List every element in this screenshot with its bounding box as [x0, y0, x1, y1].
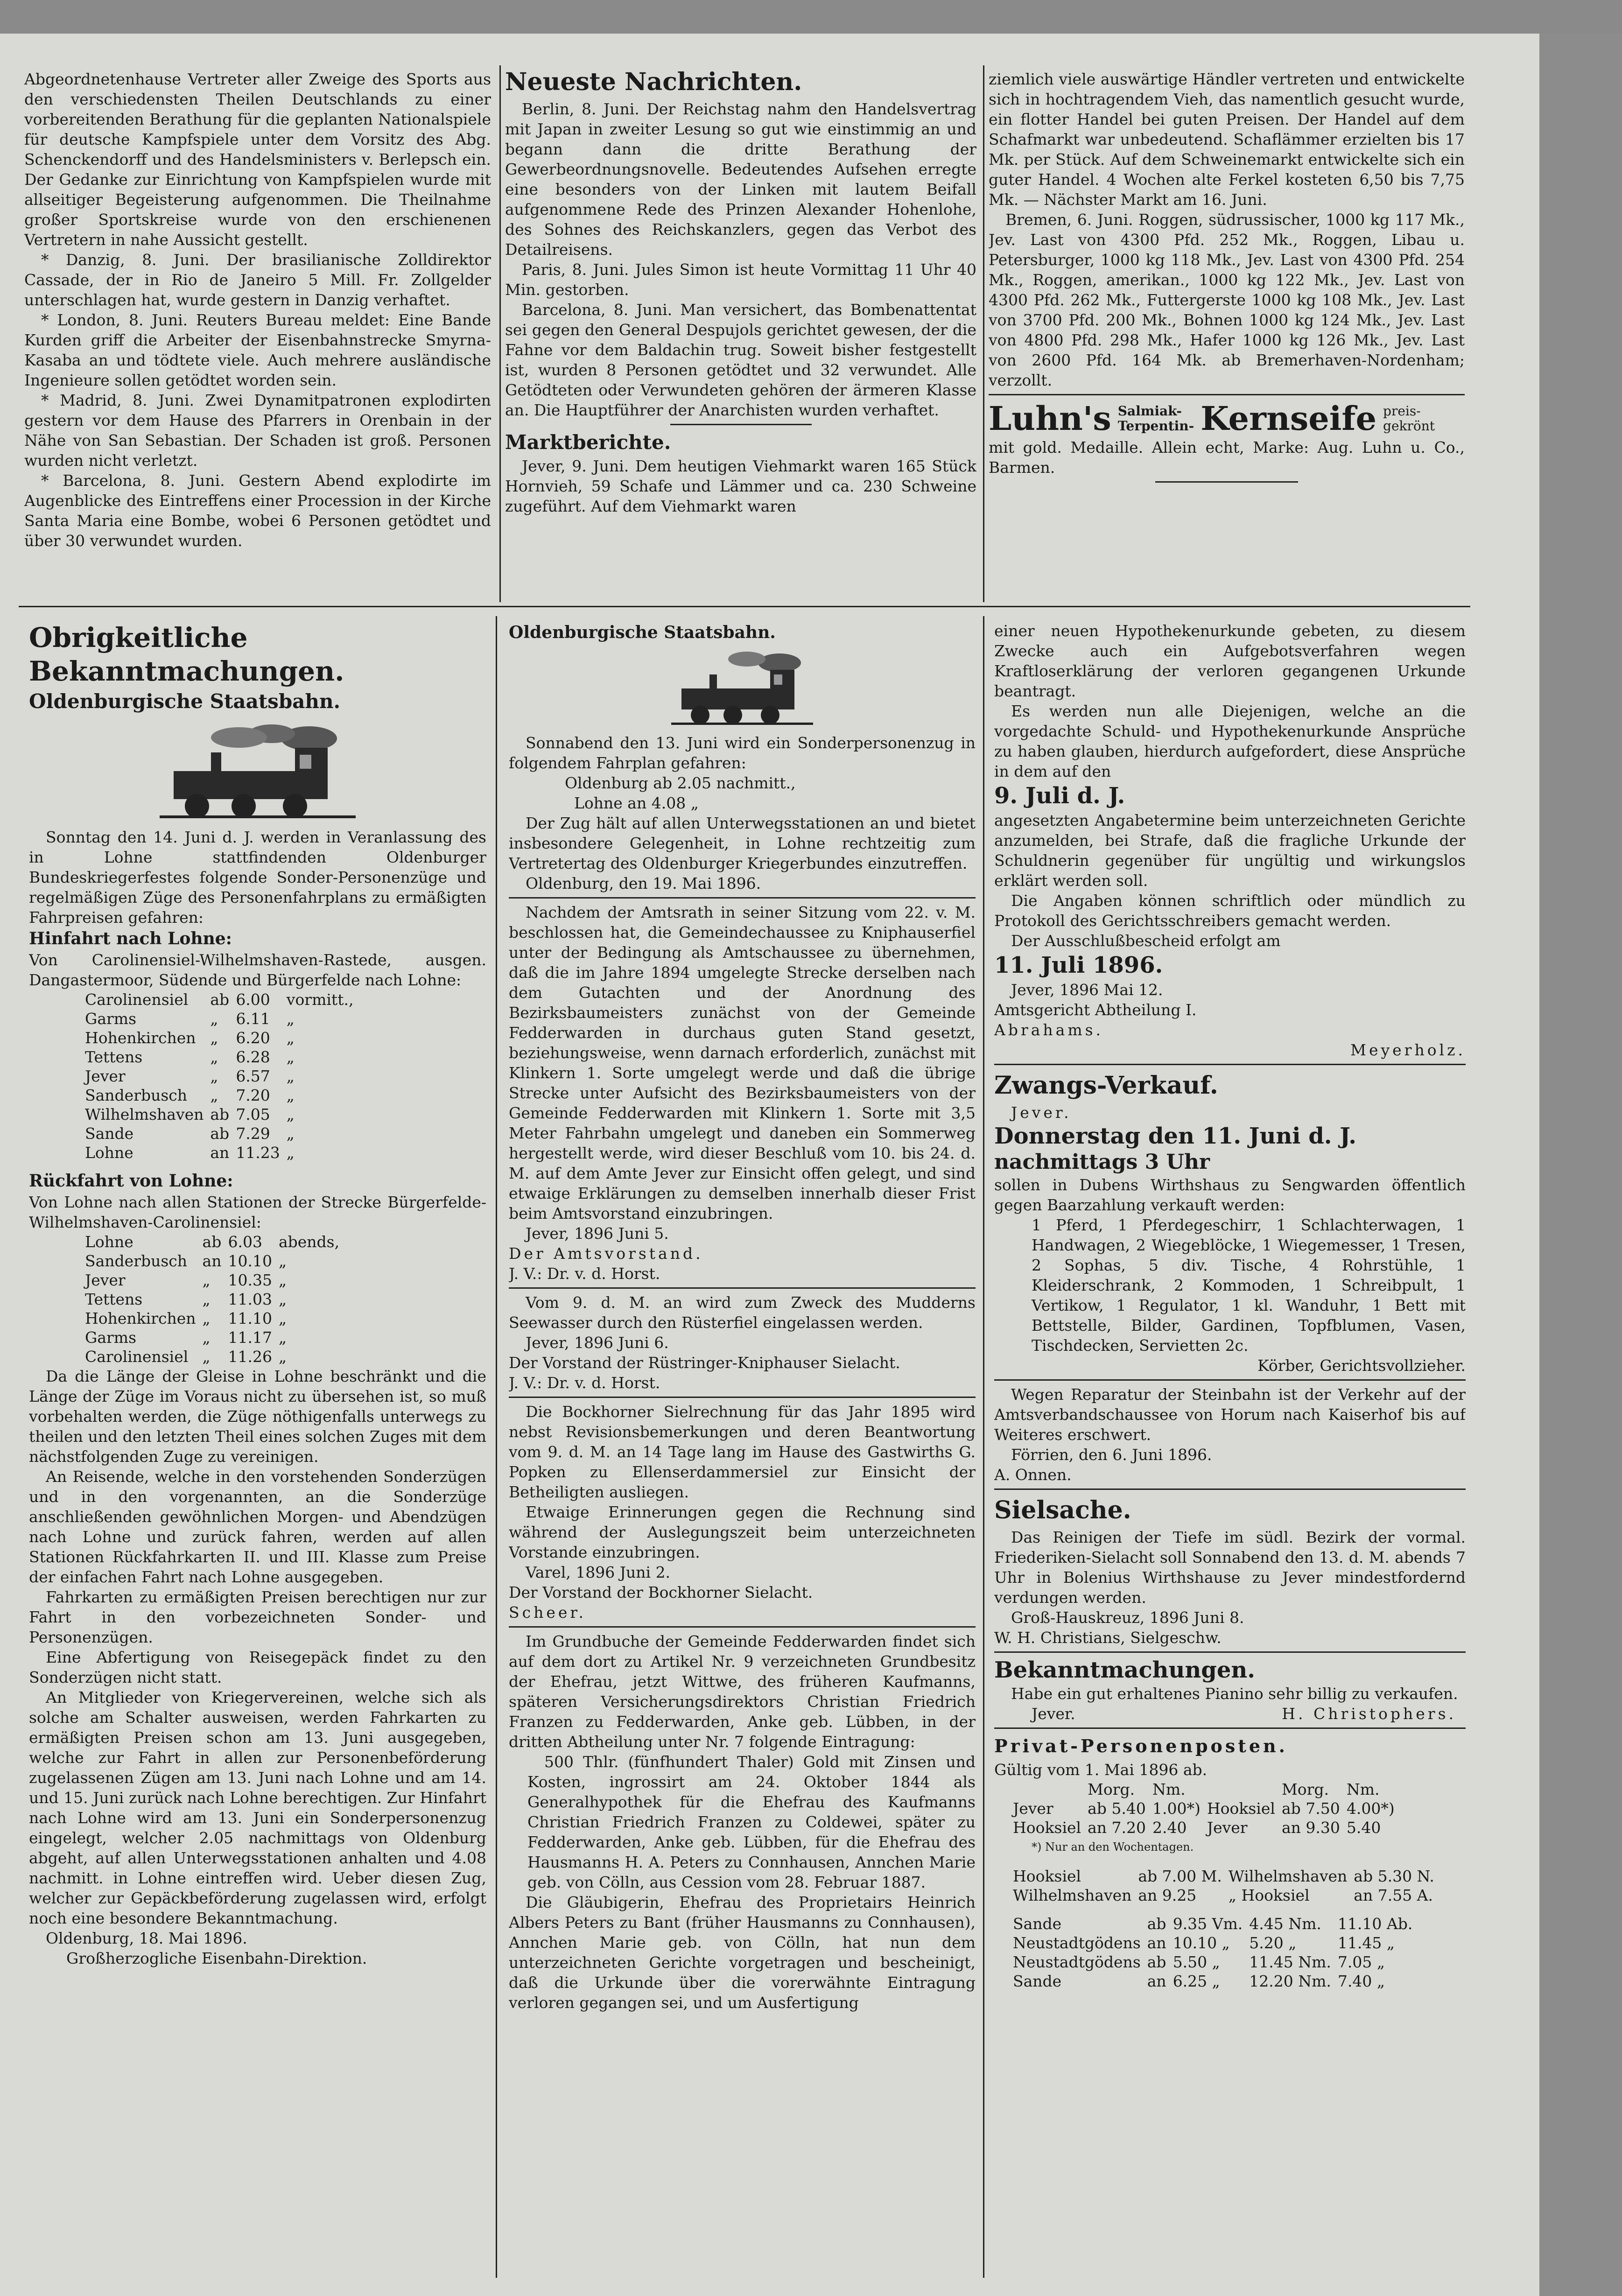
table-cell: Wilhelmshaven — [85, 1105, 204, 1123]
railway-para-4: Eine Abfertigung von Reisegepäck findet zu den Sonderzügen nicht statt. — [29, 1648, 486, 1686]
table-header-cell: Nm. — [1346, 1780, 1380, 1798]
seewasser-notice: Vom 9. d. M. an wird zum Zweck des Mudderns Seewasser durch den Rüsterfiel eingelassen werden. — [509, 1293, 976, 1332]
table-cell: „ — [286, 1124, 295, 1143]
table-cell: 11.45 Nm. — [1249, 1953, 1331, 1971]
table-cell: „ — [286, 1144, 295, 1162]
timetable-row — [85, 990, 360, 1009]
luhns-soap-ad — [989, 400, 1465, 437]
table-cell: 6.00 — [236, 990, 270, 1009]
siel-sign-a: Der Vorstand der Bockhorner Sielacht. — [509, 1583, 813, 1601]
table-cell: Sande — [85, 1124, 134, 1143]
railway-sign: Großherzogliche Eisenbahn-Direktion. — [66, 1949, 367, 1967]
table-cell: „ — [210, 1029, 218, 1047]
table-cell: 4.45 Nm. — [1249, 1915, 1321, 1933]
ad-side-2: gekrönt — [1383, 418, 1435, 434]
grundbuch-entry: 500 Thlr. (fünfhundert Thaler) Gold mit Zinsen und Kosten, ingrossirt am 24. Oktober 1844 als Generalhypothek für die Ehefrau des Kaufmanns Christian Friedrich Franzen zu Coldewei, später zu Fedderwarden, Anke geb. Lübben, für die Ehefrau des Hausmanns H. A. Peters zu Connhausen, Annchen Marie geb. von Cölln, aus Cession vom 28. Februar 1887. — [527, 1753, 976, 1891]
timetable-row — [85, 1143, 360, 1162]
divider — [994, 1064, 1466, 1065]
hinfahrt-table — [85, 990, 360, 1162]
table-cell: Neustadtgödens — [1013, 1953, 1141, 1971]
timetable-row — [85, 1124, 360, 1143]
column-divider — [983, 65, 984, 602]
zwangsverkauf-place: Jever. — [1011, 1103, 1072, 1122]
timetable-row — [85, 1047, 360, 1067]
table-cell: „ — [278, 1271, 287, 1289]
siel-notice: Die Bockhorner Sielrechnung für das Jahr 1895 wird nebst Revisionsbemerkungen und deren Beantwortung vom 9. d. M. an 14 Tage lang im Hause des Gastwirths G. Popken zu Ellenserdammersiel zur Einsicht der Betheiligten ausliegen. — [509, 1403, 976, 1501]
top-column-1 — [24, 69, 491, 597]
market-heading: Marktberichte. — [505, 431, 671, 454]
table-cell: Sande — [1013, 1972, 1062, 1990]
article-madrid: * Madrid, 8. Juni. Zwei Dynamitpatronen explodirten gestern vor dem Hause des Pfarrers in Orenbain in der Nähe von San Sebastian. Der Schaden ist groß. Personen wurden nicht verletzt. — [24, 391, 491, 470]
top-column-3 — [989, 69, 1465, 597]
railway-intro: Sonntag den 14. Juni d. J. werden in Veranlassung des in Lohne stattfindenden Oldenburger Bundeskriegerfestes folgende Sonder-Personenzüge und regelmäßigen Züge des Personenfahrplans zu ermäßigten Fahrpreisen gefahren: — [29, 828, 486, 927]
table-cell: Tettens — [85, 1290, 143, 1308]
news-barcelona: Barcelona, 8. Juni. Man versichert, das Bombenattentat sei gegen den General Despujols gerichtet gewesen, der die Fahne vor dem Baldachin trug. Soweit bisher festgestellt ist, wurden 8 Personen getödtet und 32 verwundet. Alle Getödteten oder Verwundeten gehören der ärmeren Klasse an. Die Hauptführer der Anarchisten wurden verhaftet. — [505, 301, 976, 419]
chaussee-notice: Nachdem der Amtsrath in seiner Sitzung vom 22. v. M. beschlossen hat, die Gemeindechaussee zu Kniphauserfiel unter der Bedingung als Amtschaussee zu übernehmen, daß die im Jahre 1894 umgelegte Strecke derselben nach dem Gutachten und der Anordnung des Bezirksbaumeisters zunächst von der Gemeinde Fedderwarden in durchaus guten Stand gesetzt, beziehungsweise, wenn darnach erforderlich, zunächst mit Klinkern 1. Sorte umgelegt werde und daß die übrige Strecke unter Aufsicht des Bezirksbaumeisters von der Gemeinde Fedderwarden mit Klinkern 1. Sorte mit 3,5 Meter Fahrbahn umgelegt und daneben ein Sommerweg hergestellt werde, wird dieser Beschluß vom 10. bis 24. d. M. auf dem Amte Jever zur Einsicht offen gelegt, und sind etwaige Erklärungen zu demselben innerhalb dieser Frist beim Amtsvorstand einzubringen. — [509, 903, 976, 1222]
table-header-cell — [1207, 1780, 1282, 1799]
pianino-para: Habe ein gut erhaltenes Pianino sehr billig zu verkaufen. — [1011, 1685, 1458, 1703]
zwangsverkauf-heading: Zwangs-Verkauf. — [994, 1071, 1218, 1100]
table-cell: 9.35 Vm. — [1173, 1915, 1243, 1933]
table-cell: „ — [278, 1348, 287, 1366]
table-cell: ab 7.50 — [1281, 1799, 1340, 1818]
special-train-date: Oldenburg, den 19. Mai 1896. — [526, 874, 761, 892]
table-cell: „ — [286, 1029, 295, 1047]
sielsache-date: Groß-Hauskreuz, 1896 Juni 8. — [1011, 1608, 1244, 1627]
table-cell: Wilhelmshaven — [1228, 1867, 1348, 1885]
table-cell: an 7.55 A. — [1354, 1886, 1433, 1904]
post-row — [1013, 1972, 1419, 1991]
grundbuch-notice: Im Grundbuche der Gemeinde Fedderwarden findet sich auf dem dort zu Artikel Nr. 9 verzeichneten Grundbesitz der Ehefrau, jetzt Wittwe, des früheren Kaufmanns, späteren Versicherungsdirektors Christian Friedrich Franzen zu Fedderwarden, Anke geb. Lübben, in der dritten Abtheilung unter Nr. 7 folgende Eintragung: — [509, 1632, 976, 1751]
top-column-2 — [505, 65, 976, 597]
table-cell: Jever — [1013, 1799, 1053, 1818]
official-notices-column — [29, 621, 486, 2278]
post-valid: Gültig vom 1. Mai 1896 ab. — [994, 1761, 1208, 1779]
table-cell: „ — [210, 1048, 218, 1066]
zwangsverkauf-para: sollen in Dubens Wirthshaus zu Sengwarden öffentlich gegen Baarzahlung verkauft werden: — [994, 1176, 1466, 1214]
table-cell: ab 5.30 N. — [1354, 1867, 1434, 1885]
termin-date: 9. Juli d. J. — [994, 783, 1125, 809]
post-row — [1013, 1952, 1419, 1972]
rueckfahrt-heading: Rückfahrt von Lohne: — [29, 1171, 233, 1191]
railway-para-2: An Reisende, welche in den vorstehenden Sonderzügen und in den vorgenannten, an die Sonderzüge anschließenden gewöhnlichen Morgen- und Abendzügen nach Lohne und zurück fahren, werden auf allen Stationen Rückfahrkarten II. und III. Klasse zum Preise der einfachen Fahrt nach Lohne ausgegeben. — [29, 1467, 486, 1586]
special-train-time-2: Lohne an 4.08 „ — [574, 794, 699, 812]
timetable-row — [85, 1271, 346, 1290]
table-cell: 5.20 „ — [1249, 1934, 1297, 1952]
table-cell: an 7.20 — [1088, 1819, 1146, 1837]
table-header-cell: Nm. — [1152, 1780, 1186, 1798]
divider — [994, 1489, 1466, 1490]
market-cont: ziemlich viele auswärtige Händler vertreten und entwickelte sich in hochtragendem Vieh, das namentlich gesucht wurde, ein flotter Handel bei guten Preisen. Der Handel auf dem Schafmarkt war unbedeutend. Schaflämmer erzielten bis 17 Mk. per Stück. Auf dem Schweinemarkt entwickelte sich ein guter Handel. 4 Wochen alte Ferkel kosteten 6,50 bis 7,75 Mk. — Nächster Markt am 16. Juni. — [989, 70, 1465, 209]
article-sports: Abgeordnetenhause Vertreter aller Zweige des Sports aus den verschiedensten Theilen Deutschlands zu einer vorbereitenden Berathung für die geplanten Nationalspiele für deutsche Kampfspiele unter dem Vorsitz des Abg. Schenckendorff und des Handelsministers v. Berlepsch ein. Der Gedanke zur Einrichtung von Kampfspielen wurde mit allseitiger Begeisterung aufgenommen. Die Theilnahme großer Sportskreise wurde von den erschienenen Vertretern in nahe Aussicht gestellt. — [24, 70, 491, 249]
table-cell: ab — [1147, 1953, 1166, 1971]
table-cell: 10.10 — [228, 1252, 272, 1270]
locomotive-icon — [155, 720, 360, 822]
ad-brand: Luhn's — [989, 399, 1111, 438]
table-cell: Hohenkirchen — [85, 1309, 196, 1327]
hypothek-para-5: Der Ausschlußbescheid erfolgt am — [1011, 932, 1281, 950]
table-cell: 6.57 — [236, 1067, 270, 1085]
table-cell: ab — [210, 1105, 230, 1123]
table-cell: Hooksiel — [1207, 1799, 1275, 1818]
timetable-row — [85, 1232, 346, 1251]
section-divider — [19, 606, 1470, 607]
special-train-time-1: Oldenburg ab 2.05 nachmitt., — [565, 774, 796, 792]
timetable-row — [85, 1347, 346, 1366]
seewasser-date: Jever, 1896 Juni 6. — [526, 1334, 669, 1352]
page-edge — [1539, 34, 1622, 2296]
chaussee-sign-a: Der Amtsvorstand. — [509, 1244, 703, 1263]
table-cell: an — [202, 1252, 222, 1270]
table-cell: an 9.25 — [1138, 1886, 1197, 1904]
table-cell: „ — [278, 1290, 287, 1308]
zwangsverkauf-sign: Körber, Gerichtsvollzieher. — [1257, 1356, 1466, 1375]
table-cell: 5.40 — [1346, 1819, 1381, 1837]
hypothek-para-2: Es werden nun alle Diejenigen, welche an die vorgedachte Schuld- und Hypothekenurkunde Ansprüche zu haben glauben, hierdurch aufgefordert, diese Ansprüche in dem auf den — [994, 702, 1466, 780]
news-heading: Neueste Nachrichten. — [505, 68, 802, 96]
table-cell: 6.25 „ — [1173, 1972, 1220, 1990]
table-cell: „ — [286, 1048, 295, 1066]
table-cell: „ Hooksiel — [1228, 1886, 1310, 1904]
post-note: *) Nur an den Wochentagen. — [1032, 1840, 1194, 1854]
table-cell: „ — [210, 1067, 218, 1085]
table-cell: „ — [286, 1086, 295, 1104]
pianino-sign-row — [994, 1704, 1466, 1724]
news-berlin: Berlin, 8. Juni. Der Reichstag nahm den Handelsvertrag mit Japan in zweiter Lesung so gut wie einstimmig an und begann dann die dritte Berathung der Gewerbeordnungsnovelle. Bedeutendes Aufsehen erregte eine besonders von der Linken mit lautem Beifall aufgenommene Rede des Prinzen Alexander Hohenlohe, des Sohnes des Reichskanzlers, gegen das Verbot des Detailreisens. — [505, 100, 976, 259]
table-cell: „ — [202, 1348, 211, 1366]
table-cell: Garms — [85, 1010, 137, 1028]
timetable-row — [85, 1028, 360, 1047]
table-cell: „ — [202, 1290, 211, 1308]
timetable-row — [85, 1086, 360, 1105]
hypothek-para-1: einer neuen Hypothekenurkunde gebeten, zu diesem Zwecke auch ein Aufgebotsverfahren wegen Kraftloserklärung der verloren gegangenen Urkunde beantragt. — [994, 622, 1466, 700]
table-cell: „ — [286, 1067, 295, 1085]
table-cell: Hooksiel — [1013, 1819, 1081, 1837]
divider — [509, 897, 976, 899]
post-row — [1013, 1886, 1441, 1905]
reparatur-notice: Wegen Reparatur der Steinbahn ist der Verkehr auf der Amtsverbandschaussee von Horum nach Kaiserhof bis auf Weiteres erschwert. — [994, 1385, 1466, 1444]
railway-para-1: Da die Länge der Gleise in Lohne beschränkt und die Länge der Züge im Voraus nicht zu übersehen ist, so muß vorbehalten werden, die Züge nöthigenfalls unterwegs zu theilen und den letzten Theil eines solchen Zuges mit dem nächstfolgenden Zuge zu vereinigen. — [29, 1367, 486, 1466]
table-cell: 11.23 — [236, 1144, 280, 1162]
post-row — [1013, 1933, 1419, 1952]
article-london: * London, 8. Juni. Reuters Bureau meldet: Eine Bande Kurden griff die Arbeiter der Eisenbahnstrecke Smyrna-Kasaba an und tödtete viele. Auch mehrere ausländische Ingenieure sollen getödtet worden sein. — [24, 311, 491, 389]
table-cell: 7.05 „ — [1337, 1953, 1385, 1971]
table-cell: 11.10 Ab. — [1337, 1915, 1413, 1933]
table-cell: 7.05 — [236, 1105, 270, 1123]
rueckfahrt-table — [85, 1232, 346, 1366]
table-cell: 10.35 — [228, 1271, 272, 1289]
table-cell: „ — [202, 1328, 211, 1347]
divider — [994, 1727, 1466, 1729]
zwangsverkauf-items: 1 Pferd, 1 Pferdegeschirr, 1 Schlachterwagen, 1 Handwagen, 2 Wiegeblöcke, 1 Wiegemesser, 1 Tresen, 2 Sophas, 5 div. Tische, 4 Rohrstühle, 1 Kleiderschrank, 2 Kommoden, 1 Schreibpult, 1 Vertikow, 1 Regulator, 1 kl. Wanduhr, 1 Bett mit Bettstelle, Bilder, Gardinen, Topfblumen, Vasen, Tischdecken, Servietten 2c. — [1032, 1216, 1466, 1355]
post-table-3 — [1013, 1914, 1419, 1991]
siel-sign-b: Scheer. — [509, 1603, 587, 1622]
table-cell: an 9.30 — [1281, 1819, 1340, 1837]
table-cell: Neustadtgödens — [1013, 1934, 1141, 1952]
zwangsverkauf-day: Donnerstag den 11. Juni d. J. — [994, 1123, 1356, 1149]
table-cell: 7.40 „ — [1337, 1972, 1385, 1990]
table-cell: Tettens — [85, 1048, 143, 1066]
divider — [994, 1651, 1466, 1653]
table-cell: Garms — [85, 1328, 137, 1347]
hypothek-para-4: Die Angaben können schriftlich oder mündlich zu Protokoll des Gerichtsschreibers gemacht werden. — [994, 892, 1466, 930]
table-cell: 5.50 „ — [1173, 1953, 1220, 1971]
post-row — [1013, 1799, 1401, 1818]
post-row — [1013, 1867, 1441, 1886]
post-heading: Privat-Personenposten. — [994, 1735, 1288, 1756]
railway-date: Oldenburg, 18. Mai 1896. — [46, 1929, 247, 1947]
table-cell: 11.17 — [228, 1328, 272, 1347]
court-date: Jever, 1896 Mai 12. — [1011, 981, 1163, 999]
chaussee-sign-b: J. V.: Dr. v. d. Horst. — [509, 1264, 660, 1283]
middle-notices-column — [509, 621, 976, 2278]
divider — [509, 1626, 976, 1628]
post-row — [1013, 1914, 1419, 1933]
table-cell: Jever — [85, 1067, 126, 1085]
table-cell: „ — [278, 1309, 287, 1327]
divider — [670, 424, 812, 425]
article-danzig: * Danzig, 8. Juni. Der brasilianische Zolldirektor Cassade, der in Rio de Janeiro 5 Mill. Fr. Zollgelder unterschlagen hat, wurde gestern in Danzig verhaftet. — [24, 251, 491, 309]
table-cell: abends, — [278, 1233, 340, 1251]
table-cell: 1.00*) — [1152, 1799, 1201, 1818]
reparatur-sign: A. Onnen. — [994, 1466, 1072, 1484]
sielsache-sign: W. H. Christians, Sielgeschw. — [994, 1629, 1222, 1647]
timetable-row — [85, 1067, 360, 1086]
table-cell: Sanderbusch — [85, 1252, 188, 1270]
table-cell: ab — [210, 1124, 230, 1143]
news-paris: Paris, 8. Juni. Jules Simon ist heute Vormittag 11 Uhr 40 Min. gestorben. — [505, 260, 976, 299]
special-train-para-2: Der Zug hält auf allen Unterwegsstationen an und bietet insbesondere Gelegenheit, in Lohne rechtzeitig zum Vertretertag des Oldenburger Kriegerbundes einzutreffen. — [509, 814, 976, 872]
table-cell: „ — [278, 1328, 287, 1347]
table-cell: 6.20 — [236, 1029, 270, 1047]
table-cell: 7.20 — [236, 1086, 270, 1104]
table-header-cell: Morg. — [1088, 1780, 1135, 1798]
judge-name: Abrahams. — [994, 1021, 1104, 1039]
table-cell: „ — [210, 1086, 218, 1104]
table-cell: 10.10 „ — [1173, 1934, 1230, 1952]
ad-side-1: preis- — [1383, 403, 1421, 419]
divider — [989, 394, 1465, 395]
ad-text: mit gold. Medaille. Allein echt, Marke: Aug. Luhn u. Co., Barmen. — [989, 438, 1465, 477]
railway-para-3: Fahrkarten zu ermäßigten Preisen berechtigen nur zur Fahrt in den vorbezeichneten Sonder- und Personenzügen. — [29, 1588, 486, 1646]
table-cell: Hooksiel — [1013, 1867, 1081, 1885]
seewasser-sign-b: J. V.: Dr. v. d. Horst. — [509, 1374, 660, 1392]
table-cell: ab — [202, 1233, 222, 1251]
siel-date: Varel, 1896 Juni 2. — [526, 1563, 671, 1581]
table-cell: ab — [1147, 1915, 1166, 1933]
rueckfahrt-note: Von Lohne nach allen Stationen der Strecke Bürgerfelde-Wilhelmshaven-Carolinensiel: — [29, 1193, 486, 1231]
table-cell: 7.29 — [236, 1124, 270, 1143]
table-cell: „ — [286, 1105, 295, 1123]
timetable-row — [85, 1290, 346, 1309]
table-cell: vormitt., — [286, 990, 354, 1009]
table-cell: 6.11 — [236, 1010, 270, 1028]
table-cell: Lohne — [85, 1233, 133, 1251]
sielsache-para: Das Reinigen der Tiefe im südl. Bezirk der vormal. Friederiken-Sielacht soll Sonnabend den 13. d. M. abends 7 Uhr in Bolenius Wirthshause zu Jever mindestfordernd verdungen werden. — [994, 1528, 1466, 1607]
table-cell: an — [1147, 1972, 1166, 1990]
ausschluss-date: 11. Juli 1896. — [994, 952, 1163, 978]
grundbuch-para: Die Gläubigerin, Ehefrau des Proprietairs Heinrich Albers Peters zu Bant (früher Hausmanns zu Connhausen), Annchen Marie geb. von Cölln, hat nun dem unterzeichneten Gerichte vorgetragen und bescheinigt, daß die Urkunde über die vorerwähnte Eintragung verloren gegangen sei, und um Ausfertigung — [509, 1893, 976, 2012]
siel-notice-2: Etwaige Erinnerungen gegen die Rechnung sind während der Auslegungszeit beim unterzeichneten Vorstande einzubringen. — [509, 1503, 976, 1561]
table-cell: Carolinensiel — [85, 1348, 189, 1366]
timetable-row — [85, 1105, 360, 1124]
market-bremen: Bremen, 6. Juni. Roggen, südrussischer, 1000 kg 117 Mk., Jev. Last von 4300 Pfd. 252 Mk., Roggen, Libau u. Petersburger, 1000 kg 118 Mk., Jev. Last von 4300 Pfd. 254 Mk., Roggen, amerikan., 1000 kg 122 Mk., Jev. Last von 4300 Pfd. 262 Mk., Futtergerste 1000 kg 108 Mk., Jev. Last von 3700 Pfd. 200 Mk., Bohnen 1000 kg 124 Mk., Jev. Last von 4800 Pfd. 298 Mk., Hafer 1000 kg 126 Mk., Jev. Last von 2600 Pfd. 164 Mk. ab Bremerhaven-Nordenham; verzollt. — [989, 211, 1465, 389]
timetable-row — [85, 1251, 346, 1271]
column-divider — [499, 65, 501, 602]
article-barcelona: * Barcelona, 8. Juni. Gestern Abend explodirte im Augenblicke des Eintreffens einer Procession in der Kirche Santa Maria eine Bombe, wobei 6 Personen getödtet und über 30 verwundet wurden. — [24, 471, 491, 550]
sielsache-heading: Sielsache. — [994, 1496, 1131, 1524]
table-cell: „ — [286, 1010, 295, 1028]
table-cell: Sanderbusch — [85, 1086, 188, 1104]
table-cell: 11.03 — [228, 1290, 272, 1308]
ad-small-1: Salmiak- — [1117, 403, 1182, 419]
hinfahrt-note: Von Carolinensiel-Wilhelmshaven-Rastede, ausgen. Dangastermoor, Südende und Bürgerfelde nach Lohne: — [29, 951, 486, 989]
post-row — [1013, 1818, 1401, 1837]
timetable-row — [85, 1328, 346, 1347]
seewasser-sign-a: Der Vorstand der Rüstringer-Kniphauser Sielacht. — [509, 1354, 900, 1372]
table-header-cell: Morg. — [1281, 1780, 1329, 1798]
hypothek-para-3: angesetzten Angabetermine beim unterzeichneten Gerichte anzumelden, bei Strafe, daß die fragliche Urkunde der Schuldnerin gegenüber für ungültig und wirkungslos erklärt werden soll. — [994, 811, 1466, 890]
ad-small-2: Terpentin- — [1117, 418, 1194, 434]
table-cell: „ — [278, 1252, 287, 1270]
bekanntmachungen-heading: Bekanntmachungen. — [994, 1657, 1255, 1683]
table-cell: Hohenkirchen — [85, 1029, 196, 1047]
chaussee-date: Jever, 1896 Juni 5. — [526, 1224, 669, 1243]
table-cell: 6.03 — [228, 1233, 262, 1251]
table-cell: Carolinensiel — [85, 990, 189, 1009]
table-cell: Jever — [85, 1271, 126, 1289]
table-header-cell — [1013, 1780, 1088, 1799]
zwangsverkauf-time: nachmittags 3 Uhr — [994, 1150, 1210, 1174]
court-name: Amtsgericht Abtheilung I. — [994, 1001, 1197, 1019]
divider — [509, 1287, 976, 1289]
railway-sub-2: Oldenburgische Staatsbahn. — [509, 623, 776, 642]
market-jever: Jever, 9. Juni. Dem heutigen Viehmarkt waren 165 Stück Hornvieh, 59 Schafe und Lämmer und ca. 230 Schweine zugeführt. Auf dem Viehmarkt waren — [505, 457, 976, 515]
ad-product: Kernseife — [1201, 399, 1377, 438]
table-cell: 6.28 — [236, 1048, 270, 1066]
column-divider — [983, 616, 984, 2278]
table-cell: an — [210, 1144, 230, 1162]
table-cell: 11.10 — [228, 1309, 272, 1327]
table-cell: ab 5.40 — [1088, 1799, 1146, 1818]
table-cell: Jever — [1207, 1819, 1248, 1837]
reparatur-date: Förrien, den 6. Juni 1896. — [1011, 1446, 1212, 1464]
post-table-1 — [1013, 1780, 1401, 1837]
divider — [509, 1397, 976, 1398]
clerk-name: Meyerholz. — [1350, 1041, 1466, 1059]
table-cell: „ — [202, 1309, 211, 1327]
table-cell: 11.45 „ — [1337, 1934, 1395, 1952]
table-cell: Lohne — [85, 1144, 133, 1162]
right-notices-column — [994, 621, 1466, 2278]
table-cell: Sande — [1013, 1915, 1062, 1933]
table-cell: Wilhelmshaven — [1013, 1886, 1132, 1904]
table-cell: 4.00*) — [1346, 1799, 1395, 1818]
pianino-sign: H. Christophers. — [1282, 1705, 1456, 1723]
timetable-row — [85, 1309, 346, 1328]
divider — [994, 1379, 1466, 1381]
table-cell: ab 7.00 M. — [1138, 1867, 1222, 1885]
table-cell: an — [1147, 1934, 1166, 1952]
pianino-place: Jever. — [1032, 1705, 1075, 1723]
railway-para-5: An Mitglieder von Kriegervereinen, welche sich als solche am Schalter ausweisen, werden Fahrkarten zu ermäßigten Preisen schon am 13. Juni ausgegeben, welche zur Fahrt in allen zur Personenbeförderung zugelassenen Zügen am 13. Juni nach Lohne und am 14. und 15. Juni zurück nach Lohne berechtigen. Zur Hinfahrt nach Lohne wird am 13. Juni ein Sonderpersonenzug eingelegt, welcher 2.05 nachmittags von Oldenburg abgeht, auf allen Unterwegsstationen anhalten und 4.08 nachmitt. in Lohne eintreffen wird. Ueber diesen Zug, welcher zur Gepäckbeförderung zugelassen wird, erfolgt noch eine besondere Bekanntmachung. — [29, 1688, 486, 1927]
timetable-row — [85, 1009, 360, 1028]
locomotive-icon — [667, 649, 817, 728]
table-cell: ab — [210, 990, 230, 1009]
table-cell: 11.26 — [228, 1348, 272, 1366]
official-heading: Obrigkeitliche Bekanntmachungen. — [29, 622, 344, 687]
divider — [1155, 481, 1298, 483]
table-cell: „ — [202, 1271, 211, 1289]
table-cell: „ — [210, 1010, 218, 1028]
table-cell: 12.20 Nm. — [1249, 1972, 1331, 1990]
special-train-para: Sonnabend den 13. Juni wird ein Sonderpersonenzug in folgendem Fahrplan gefahren: — [509, 734, 976, 772]
hinfahrt-heading: Hinfahrt nach Lohne: — [29, 929, 232, 948]
post-table-2 — [1013, 1867, 1441, 1905]
table-cell: 2.40 — [1152, 1819, 1187, 1837]
railway-sub: Oldenburgische Staatsbahn. — [29, 690, 341, 713]
column-divider — [496, 616, 497, 2278]
